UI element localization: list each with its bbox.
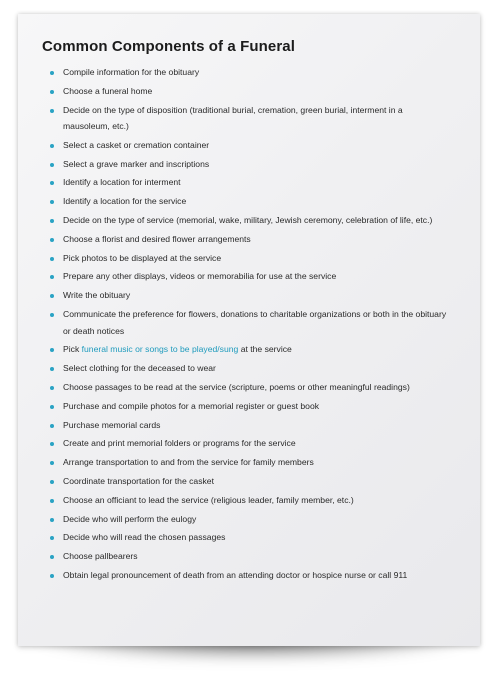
list-item-text: Decide on the type of disposition (traditional burial, cremation, green burial, interment in a mausoleum, etc.) — [63, 104, 403, 132]
bullet-icon — [50, 238, 54, 242]
list-item-text: Decide on the type of service (memorial, wake, military, Jewish ceremony, celebration of life, etc.) — [63, 215, 433, 226]
bullet-icon — [50, 109, 54, 113]
list-item — [46, 511, 450, 528]
list-item-text: Choose pallbearers — [63, 551, 138, 562]
components-list — [46, 64, 450, 586]
bullet-icon — [50, 275, 54, 279]
list-item-text: Choose passages to be read at the service (scripture, poems or other meaningful readings) — [63, 381, 410, 392]
list-item — [46, 64, 450, 81]
list-item-text: Prepare any other displays, videos or memorabilia for use at the service — [63, 271, 337, 282]
list-item-text: Choose a funeral home — [63, 85, 153, 96]
list-item — [46, 417, 450, 434]
bullet-icon — [50, 424, 54, 428]
bullet-icon — [50, 71, 54, 75]
bullet-icon — [50, 555, 54, 559]
list-item-text: Create and print memorial folders or programs for the service — [63, 438, 296, 449]
bullet-icon — [50, 90, 54, 94]
document-sheet — [18, 14, 480, 646]
list-item — [46, 492, 450, 509]
bullet-icon — [50, 163, 54, 167]
list-item-text: Compile information for the obituary — [63, 67, 200, 77]
list-item — [46, 398, 450, 415]
bullet-icon — [50, 386, 54, 390]
list-item — [46, 287, 450, 304]
list-item — [46, 231, 450, 248]
bullet-icon — [50, 313, 54, 317]
bullet-icon — [50, 480, 54, 484]
bullet-icon — [50, 499, 54, 503]
list-item — [46, 473, 450, 490]
list-item — [46, 306, 450, 339]
list-item-text: Decide who will perform the eulogy — [63, 513, 197, 524]
list-item — [46, 137, 450, 154]
bullet-icon — [50, 518, 54, 522]
bullet-icon — [50, 442, 54, 446]
list-item-text: Decide who will read the chosen passages — [63, 532, 226, 543]
list-item — [46, 341, 450, 358]
bullet-icon — [50, 200, 54, 204]
list-item-text: Identify a location for the service — [63, 196, 187, 207]
document-title: Common Components of a Funeral — [42, 38, 296, 55]
list-item-text: Purchase memorial cards — [63, 419, 161, 430]
list-item-text: Pick photos to be displayed at the service — [63, 252, 222, 263]
list-item-text: Write the obituary — [63, 290, 131, 301]
bullet-icon — [50, 219, 54, 223]
list-item-text: Obtain legal pronouncement of death from an attending doctor or hospice nurse or call 911 — [63, 569, 408, 580]
list-item — [46, 212, 450, 229]
funeral-music-link[interactable]: funeral music or songs to be played/sung — [81, 344, 239, 355]
list-item-text: Select a casket or cremation container — [63, 139, 210, 150]
bullet-icon — [50, 367, 54, 371]
bullet-icon — [50, 574, 54, 578]
list-item — [46, 156, 450, 173]
list-item — [46, 250, 450, 267]
bullet-icon — [50, 348, 54, 352]
list-item — [46, 193, 450, 210]
list-item — [46, 454, 450, 471]
list-item — [46, 102, 450, 135]
bullet-icon — [50, 294, 54, 298]
list-item-text: Communicate the preference for flowers, donations to charitable organizations or both in the obituary or death notices — [63, 309, 447, 336]
bullet-icon — [50, 257, 54, 261]
list-item-text: Choose a florist and desired flower arrangements — [63, 233, 251, 244]
list-item-text: Pick — [63, 344, 82, 355]
bullet-icon — [50, 461, 54, 465]
bullet-icon — [50, 144, 54, 148]
list-item-text: at the service — [238, 344, 292, 355]
list-item — [46, 83, 450, 100]
list-item — [46, 567, 450, 584]
list-item — [46, 379, 450, 396]
bullet-icon — [50, 405, 54, 409]
list-item — [46, 435, 450, 452]
list-item — [46, 548, 450, 565]
list-item — [46, 174, 450, 191]
list-item-text: Arrange transportation to and from the service for family members — [63, 457, 314, 468]
list-item-text: Purchase and compile photos for a memorial register or guest book — [63, 400, 320, 411]
list-item-text: Choose an officiant to lead the service (religious leader, family member, etc.) — [63, 494, 354, 505]
bullet-icon — [50, 181, 54, 185]
list-item-text: Identify a location for interment — [63, 177, 181, 188]
list-item-text: Select clothing for the deceased to wear — [63, 363, 216, 374]
list-item-text: Select a grave marker and inscriptions — [63, 158, 210, 169]
bullet-icon — [50, 536, 54, 540]
list-item — [46, 529, 450, 546]
list-item — [46, 360, 450, 377]
list-item-text: Coordinate transportation for the casket — [63, 475, 214, 486]
list-item — [46, 268, 450, 285]
